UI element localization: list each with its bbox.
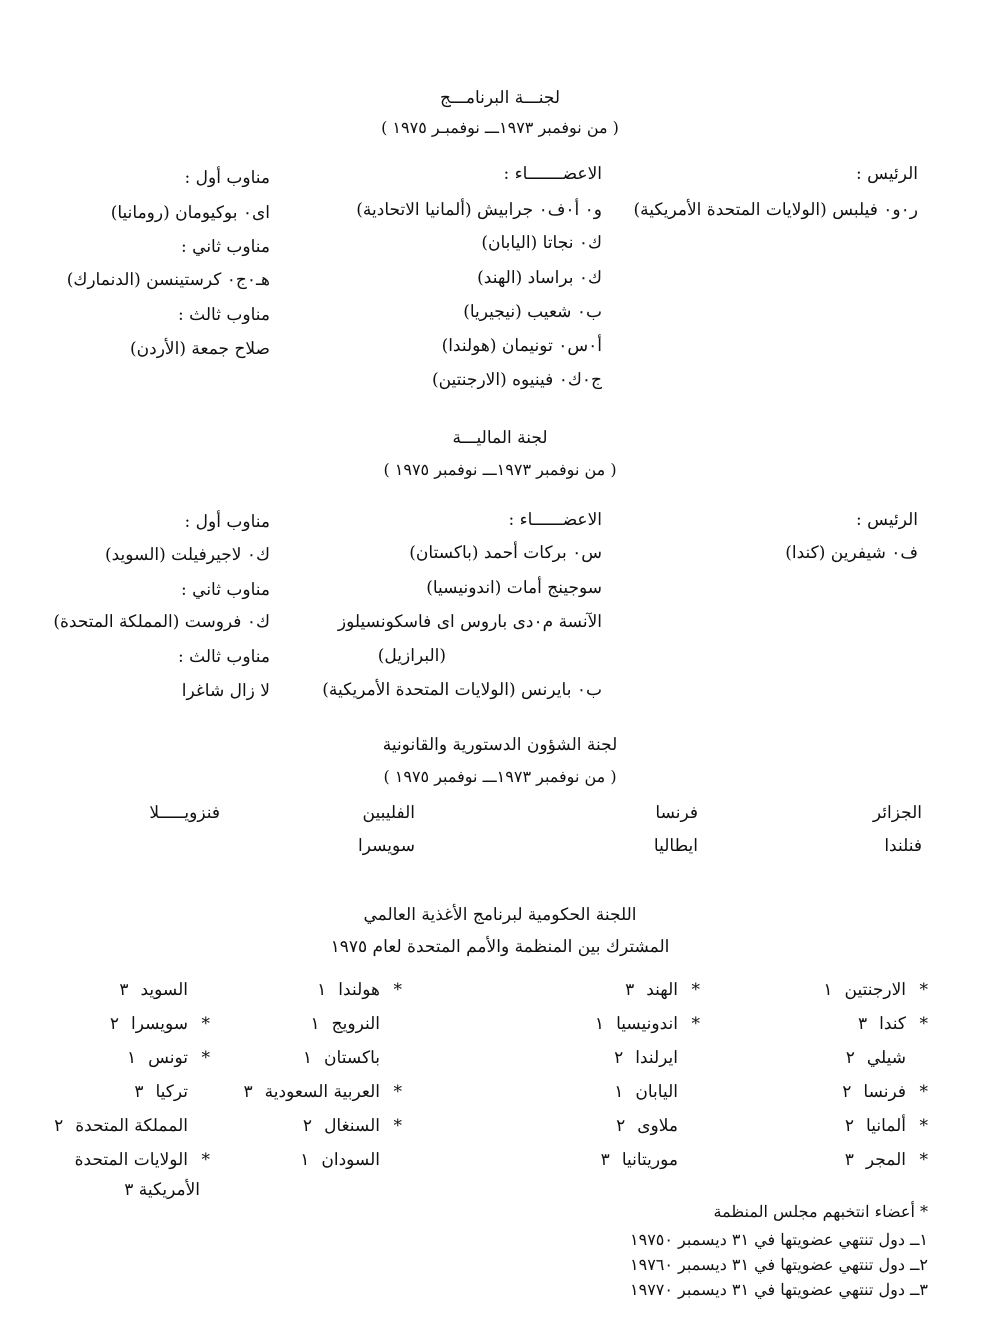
- wfp-member: [311, 1014, 402, 1034]
- wfp-member-name: المملكة المتحدة: [75, 1116, 188, 1136]
- finance-member: (البرازيل): [377, 646, 446, 666]
- wfp-member-term-number: ٢: [845, 1048, 855, 1068]
- wfp-member-name: السويد: [140, 980, 188, 1000]
- program-member: ك٠ براساد (الهند): [477, 268, 602, 288]
- wfp-member-name: ألمانيا: [866, 1116, 906, 1136]
- wfp-member-term-number: ٢: [842, 1082, 852, 1102]
- program-member: و٠ أ٠ف٠ جرابيش (ألمانيا الاتحادية): [356, 200, 602, 220]
- wfp-member-term-number: ٢: [109, 1014, 119, 1034]
- wfp-member-term-number: ٣: [134, 1082, 144, 1102]
- constitutional-country: الفليبين: [362, 803, 415, 823]
- constitutional-country: فنزويـــــلا: [149, 803, 220, 823]
- program-alternate-label: مناوب ثالث :: [178, 305, 270, 325]
- wfp-member-name: موريتانيا: [621, 1150, 678, 1170]
- elected-star-marker: *: [393, 1116, 402, 1136]
- finance-committee-title: لجنة الماليـــة: [452, 428, 548, 448]
- wfp-member-name: كندا: [879, 1014, 906, 1034]
- wfp-member-term-number: ١: [302, 1048, 313, 1068]
- wfp-member-name: الهند: [646, 980, 678, 1000]
- wfp-member: [303, 1048, 402, 1068]
- wfp-member: [625, 980, 700, 1000]
- wfp-member: [614, 1048, 700, 1068]
- program-alternate-name: صلاح جمعة (الأردن): [130, 339, 270, 359]
- program-alternate-name: ای٠ بوكيومان (رومانيا): [110, 203, 270, 223]
- wfp-member: [846, 1048, 928, 1068]
- wfp-member-term-number: ١: [594, 1014, 605, 1034]
- wfp-member-term-number: ١: [310, 1014, 320, 1034]
- wfp-member: [842, 1082, 928, 1102]
- wfp-committee-title: اللجنة الحكومية لبرنامج الأغذية العالمي: [363, 905, 637, 925]
- program-committee-title: لجنـــة البرنامـــج: [439, 88, 561, 108]
- elected-star-marker: *: [919, 1014, 928, 1034]
- wfp-member: [300, 1150, 402, 1170]
- elected-star-marker: *: [691, 980, 700, 1000]
- footnote-elected: * أعضاء انتخبهم مجلس المنظمة: [713, 1202, 928, 1221]
- wfp-member-term-number: ٣: [625, 980, 635, 1000]
- wfp-member-name: شيلي: [866, 1048, 906, 1068]
- constitutional-country: ايطاليا: [653, 836, 698, 856]
- finance-alternate-name: لا زال شاغرا: [181, 681, 270, 701]
- wfp-member-term-number: ١: [823, 980, 833, 1000]
- program-alternate-name: هـ٠ج٠ كرستينسن (الدنمارك): [66, 270, 270, 290]
- constitutional-committee-period: ( من نوفمبر ١٩٧٣ـــ نوفمبر ١٩٧٥ ): [383, 767, 617, 786]
- program-committee-period: ( من نوفمبر ١٩٧٣ـــ نوفمبـر ١٩٧٥ ): [381, 118, 619, 137]
- footnote-term-1975: ١ــ دول تنتهي عضويتها في ٣١ ديسمبر ١٩٧٥٠: [630, 1230, 928, 1249]
- wfp-member-name: الولايات المتحدة: [74, 1150, 188, 1170]
- wfp-member-name: النرويج: [331, 1014, 380, 1034]
- wfp-member: [614, 1082, 700, 1102]
- wfp-member-name: اندونيسيا: [616, 1014, 678, 1034]
- wfp-member-name: السودان: [321, 1150, 380, 1170]
- program-member: أ٠س٠ تونيمان (هولندا): [441, 336, 602, 356]
- footnote-term-1977: ٣ــ دول تنتهي عضويتها في ٣١ ديسمبر ١٩٧٧٠: [630, 1280, 928, 1299]
- constitutional-country: الجزائر: [872, 803, 922, 823]
- finance-alternate-label: مناوب أول :: [184, 512, 270, 532]
- program-alternate-label: مناوب أول :: [184, 168, 270, 188]
- wfp-member-term-number: ٢: [844, 1116, 855, 1136]
- wfp-member-name: ملاوى: [637, 1116, 678, 1136]
- wfp-member-name: ايرلندا: [635, 1048, 678, 1068]
- elected-star-marker: *: [919, 1116, 928, 1136]
- program-chair-label: الرئيس :: [856, 164, 918, 184]
- finance-alternate-name: ك٠ فروست (المملكة المتحدة): [53, 612, 270, 632]
- finance-alternate-name: ك٠ لاجيرفيلت (السويد): [104, 545, 270, 565]
- wfp-member-name: فرنسا: [863, 1082, 906, 1102]
- wfp-member: [845, 1150, 928, 1170]
- program-chair-name: ر٠و٠ فيلبس (الولايات المتحدة الأمريكية): [633, 200, 918, 220]
- wfp-member-term-number: ٢: [54, 1116, 64, 1136]
- finance-chair-name: ف٠ شيفرين (كندا): [785, 543, 918, 563]
- wfp-member-name: باكستان: [324, 1048, 380, 1068]
- elected-star-marker: *: [201, 1150, 210, 1170]
- wfp-member-term-number: ١: [614, 1082, 624, 1102]
- program-member: ب٠ شعيب (نيجيريا): [463, 302, 602, 322]
- wfp-member-continuation: الأمريكية ٣: [124, 1180, 200, 1200]
- wfp-member: [54, 1116, 210, 1136]
- wfp-member-name: سويسرا: [130, 1014, 188, 1034]
- wfp-member-name: السنغال: [324, 1116, 380, 1136]
- finance-alternate-label: مناوب ثاني :: [181, 580, 270, 600]
- constitutional-country: سويسرا: [357, 836, 415, 856]
- wfp-member-term-number: ٣: [844, 1150, 854, 1170]
- finance-member: سوجينج أمات (اندونيسيا): [426, 578, 602, 598]
- wfp-member-term-number: ١: [300, 1150, 310, 1170]
- wfp-member-name: العربية السعودية: [264, 1082, 380, 1102]
- finance-committee-period: ( من نوفمبر ١٩٧٣ـــ نوفمبر ١٩٧٥ ): [383, 460, 617, 479]
- wfp-member-term-number: ١: [317, 980, 327, 1000]
- wfp-member-term-number: ٢: [302, 1116, 313, 1136]
- wfp-member: [63, 1150, 210, 1170]
- wfp-member-term-number: ٣: [243, 1082, 253, 1102]
- finance-alternate-label: مناوب ثالث :: [178, 647, 270, 667]
- wfp-member-name: الارجنتين: [844, 980, 906, 1000]
- wfp-member-term-number: ٢: [616, 1116, 626, 1136]
- elected-star-marker: *: [919, 1150, 928, 1170]
- elected-star-marker: *: [919, 980, 928, 1000]
- footnote-term-1976: ٢ــ دول تنتهي عضويتها في ٣١ ديسمبر ١٩٧٦٠: [630, 1255, 928, 1274]
- elected-star-marker: *: [393, 980, 402, 1000]
- finance-member: ب٠ بايرنس (الولايات المتحدة الأمريكية): [322, 680, 602, 700]
- wfp-member: [823, 980, 928, 1000]
- elected-star-marker: *: [919, 1082, 928, 1102]
- wfp-member-name: اليابان: [635, 1082, 678, 1102]
- finance-member: الآنسة م٠دى باروس ای فاسكونسيلوز: [337, 612, 602, 632]
- program-member: ك٠ نجاتا (اليابان): [481, 233, 602, 253]
- wfp-member: [110, 1014, 210, 1034]
- wfp-member: [127, 1048, 210, 1068]
- wfp-member: [303, 1116, 402, 1136]
- program-alternate-label: مناوب ثاني :: [181, 237, 270, 257]
- wfp-member-term-number: ٣: [857, 1014, 868, 1034]
- wfp-member: [244, 1082, 402, 1102]
- program-member: ج٠ك٠ فينيوه (الارجنتين): [431, 370, 602, 390]
- wfp-member-term-number: ٢: [614, 1048, 624, 1068]
- wfp-member-term-number: ٣: [600, 1150, 610, 1170]
- wfp-member: [595, 1014, 700, 1034]
- wfp-member: [616, 1116, 700, 1136]
- constitutional-committee-title: لجنة الشؤون الدستورية والقانونية: [382, 735, 618, 755]
- wfp-member: [858, 1014, 928, 1034]
- wfp-member-name: المجر: [865, 1150, 906, 1170]
- wfp-member: [134, 1082, 210, 1102]
- wfp-member-name: هولندا: [338, 980, 380, 1000]
- finance-member: س٠ بركات أحمد (باكستان): [409, 543, 602, 563]
- constitutional-country: فنلندا: [884, 836, 922, 856]
- wfp-member: [119, 980, 210, 1000]
- elected-star-marker: *: [393, 1082, 402, 1102]
- wfp-member-name: تونس: [148, 1048, 188, 1068]
- wfp-committee-subtitle: المشترك بين المنظمة والأمم المتحدة لعام ١٩٧٥: [330, 937, 670, 957]
- program-members-label: الاعضـــــــاء :: [503, 164, 602, 184]
- constitutional-country: فرنسا: [655, 803, 698, 823]
- finance-members-label: الاعضــــــاء :: [508, 510, 602, 530]
- elected-star-marker: *: [201, 1014, 210, 1034]
- finance-chair-label: الرئيس :: [856, 510, 918, 530]
- wfp-member-term-number: ٣: [119, 980, 129, 1000]
- elected-star-marker: *: [201, 1048, 210, 1068]
- wfp-member: [601, 1150, 700, 1170]
- elected-star-marker: *: [691, 1014, 700, 1034]
- wfp-member: [845, 1116, 928, 1136]
- wfp-member-name: تركيا: [155, 1082, 188, 1102]
- wfp-member: [317, 980, 402, 1000]
- wfp-member-term-number: ١: [126, 1048, 137, 1068]
